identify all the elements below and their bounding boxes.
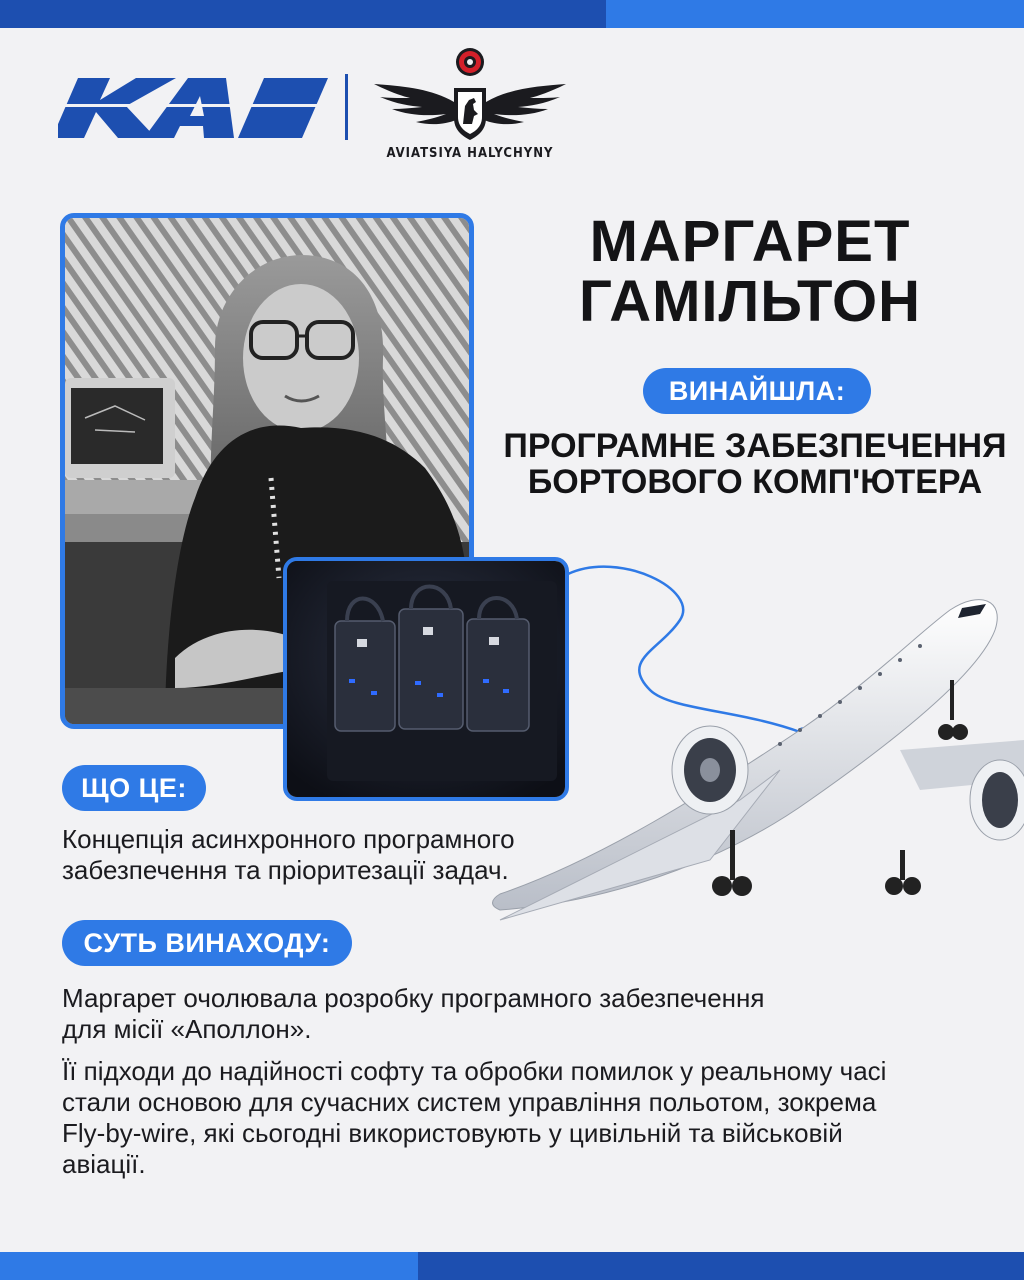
what-is-it-badge: ЩО ЦЕ: bbox=[62, 765, 206, 811]
kai-logo bbox=[58, 78, 328, 138]
invention-title: ПРОГРАМНЕ ЗАБЕЗПЕЧЕННЯ БОРТОВОГО КОМП'ЮТЕРА bbox=[503, 427, 1007, 501]
page-title: МАРГАРЕТ ГАМІЛЬТОН bbox=[578, 209, 922, 334]
partner-logo-text: AVIATSIYA HALYCHYNY bbox=[386, 146, 554, 161]
top-accent-bar bbox=[0, 0, 1024, 28]
essence-badge: СУТЬ ВИНАХОДУ: bbox=[62, 920, 352, 966]
essence-paragraph-1: Маргарет очолювала розробку програмного забезпечення для місії «Аполлон». bbox=[62, 983, 765, 1044]
bottom-accent-bar bbox=[0, 1252, 1024, 1280]
essence-paragraph-2: Її підходи до надійності софту та обробки помилок у реальному часі стали основою для сучасних систем управління польотом, зокрема Fly-by-wire, які сьогодні використовують у цивільній та військовій авіації. bbox=[62, 1056, 887, 1179]
logo-divider bbox=[345, 74, 348, 140]
what-is-it-text: Концепція асинхронного програмного забезпечення та пріоритезації задач. bbox=[62, 824, 515, 885]
airplane-image bbox=[480, 560, 1024, 960]
invented-label-badge: ВИНАЙШЛА: bbox=[643, 368, 871, 414]
